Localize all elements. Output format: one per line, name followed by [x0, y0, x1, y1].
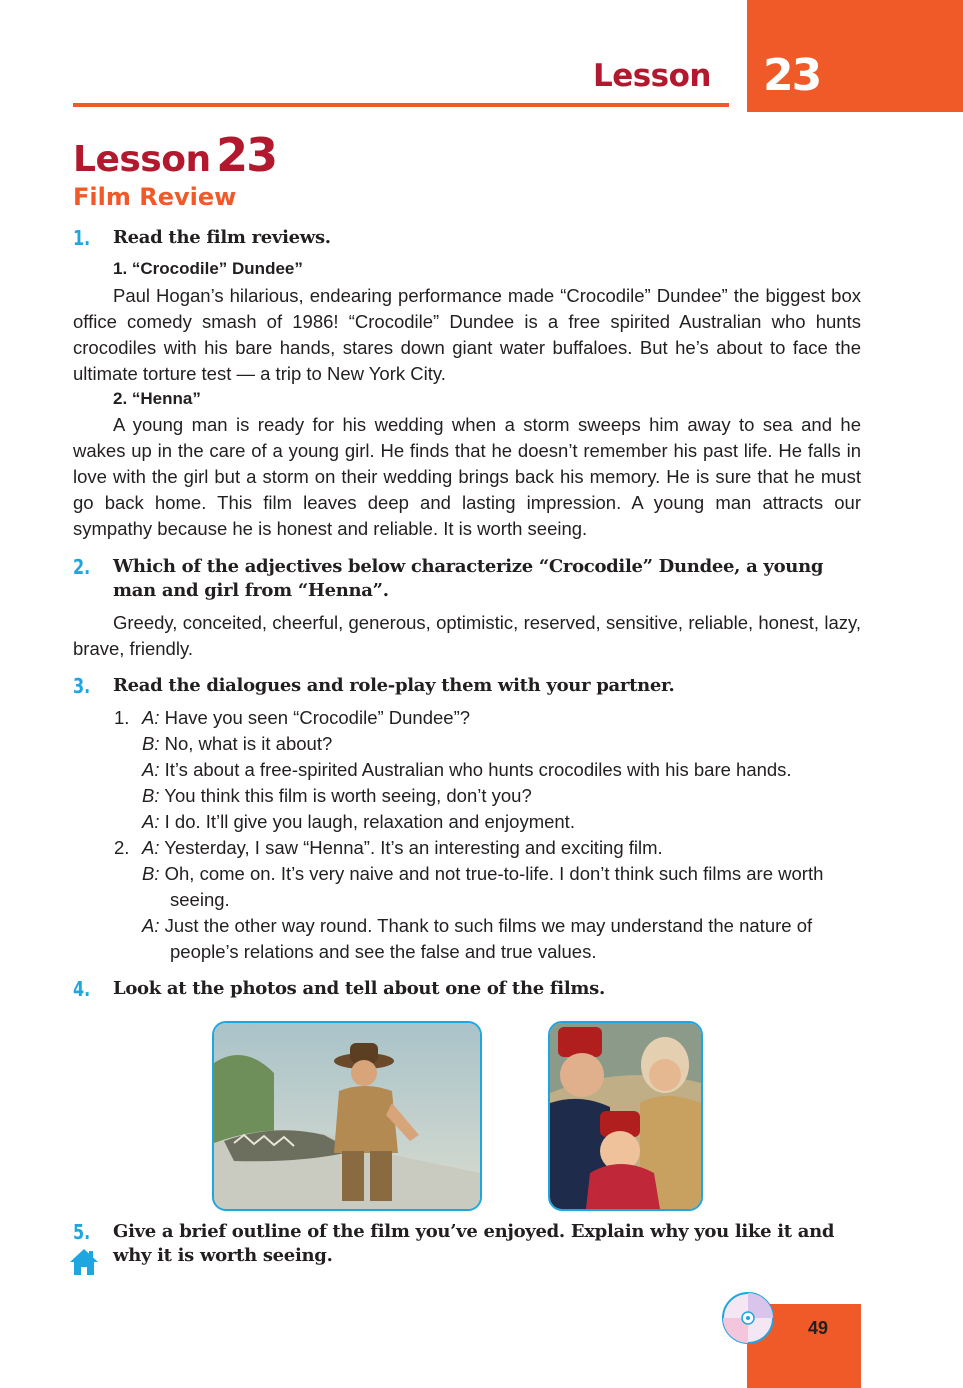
henna-film-photo	[548, 1021, 703, 1211]
home-icon	[68, 1247, 100, 1277]
page-number: 49	[808, 1318, 829, 1338]
review-heading: 2. “Henna”	[113, 389, 201, 408]
task-instruction: Read the dialogues and role-play them with your partner.	[113, 675, 675, 696]
review-text: A young man is ready for his wedding when a storm sweeps him away to sea and he wakes up in the care of a young girl. He finds that he doesn’t remember his past life. He falls in love with the girl but a storm on their wedding brings back his memory. He is sure that he must go back home. This film leaves deep and lasting impression. A young man attracts our sympathy because he is honest and reliable. It is worth seeing.	[73, 414, 861, 539]
line-text: You think this film is worth seeing, don’t you?	[164, 785, 532, 806]
speaker-label: A:	[142, 707, 160, 728]
speaker-label: A:	[142, 759, 160, 780]
line-text: Just the other way round. Thank to such films we may understand the nature of	[164, 915, 813, 936]
dialogue-number: 2.	[114, 837, 130, 858]
line-text: Oh, come on. It’s very naive and not true-to-life. I don’t think such films are worth	[164, 863, 824, 884]
title-word: Lesson	[73, 139, 211, 180]
review-heading: 1. “Crocodile” Dundee”	[113, 259, 303, 278]
header-lesson-word: Lesson	[592, 58, 711, 94]
dialogue-line	[142, 757, 792, 783]
task-instruction: Read the film reviews.	[113, 227, 331, 248]
task-number: 4.	[73, 977, 91, 1001]
header-lesson-number: 23	[763, 50, 821, 101]
speaker-label: A:	[142, 811, 160, 832]
task-instruction: Look at the photos and tell about one of the films.	[113, 978, 605, 999]
dialogue-line	[142, 731, 332, 757]
dialogue-number: 1.	[114, 707, 130, 728]
line-continuation: people’s relations and see the false and true values.	[170, 941, 597, 962]
cd-icon	[721, 1291, 775, 1345]
dialogue-line	[142, 705, 470, 731]
line-text: Have you seen “Crocodile” Dundee”?	[164, 707, 471, 728]
adjective-list: Greedy, conceited, cheerful, generous, optimistic, reserved, sensitive, reliable, honest, lazy, brave, friendly.	[73, 612, 861, 659]
task-instruction: Give a brief outline of the film you’ve enjoyed. Explain why you like it and why it is worth seeing.	[113, 1221, 835, 1266]
crocodile-dundee-photo	[212, 1021, 482, 1211]
task-number: 2.	[73, 555, 91, 579]
task-instruction: Which of the adjectives below characterize “Crocodile” Dundee, a young man and girl from “Henna”.	[113, 556, 824, 601]
review-text: Paul Hogan’s hilarious, endearing performance made “Crocodile” Dundee” the biggest box office comedy smash of 1986! “Crocodile” Dundee is a free spirited Australian who hunts crocodiles with his bare hands, stares down giant water buffaloes. But he’s about to face the ultimate torture test — a trip to New York City.	[73, 285, 861, 384]
header-rule	[73, 103, 729, 107]
line-text: Yesterday, I saw “Henna”. It’s an interesting and exciting film.	[164, 837, 663, 858]
speaker-label: B:	[142, 733, 160, 754]
task-number: 3.	[73, 674, 91, 698]
task-number: 5.	[73, 1220, 91, 1244]
line-text: No, what is it about?	[164, 733, 333, 754]
speaker-label: A:	[142, 915, 160, 936]
dialogue-line	[142, 783, 532, 809]
title-number: 23	[216, 128, 277, 182]
line-text: It’s about a free-spirited Australian who hunts crocodiles with his bare hands.	[164, 759, 792, 780]
speaker-label: B:	[142, 863, 160, 884]
line-text: I do. It’ll give you laugh, relaxation and enjoyment.	[164, 811, 575, 832]
speaker-label: A:	[142, 837, 160, 858]
dialogue-line	[142, 809, 575, 835]
dialogue-line	[142, 861, 862, 913]
header-number-box	[747, 0, 963, 112]
line-continuation: seeing.	[170, 889, 230, 910]
speaker-label: B:	[142, 785, 160, 806]
dialogue-line	[142, 835, 663, 861]
page-title	[73, 128, 276, 182]
task-number: 1.	[73, 226, 91, 250]
dialogue-line	[142, 913, 862, 965]
page-subtitle: Film Review	[73, 183, 237, 211]
